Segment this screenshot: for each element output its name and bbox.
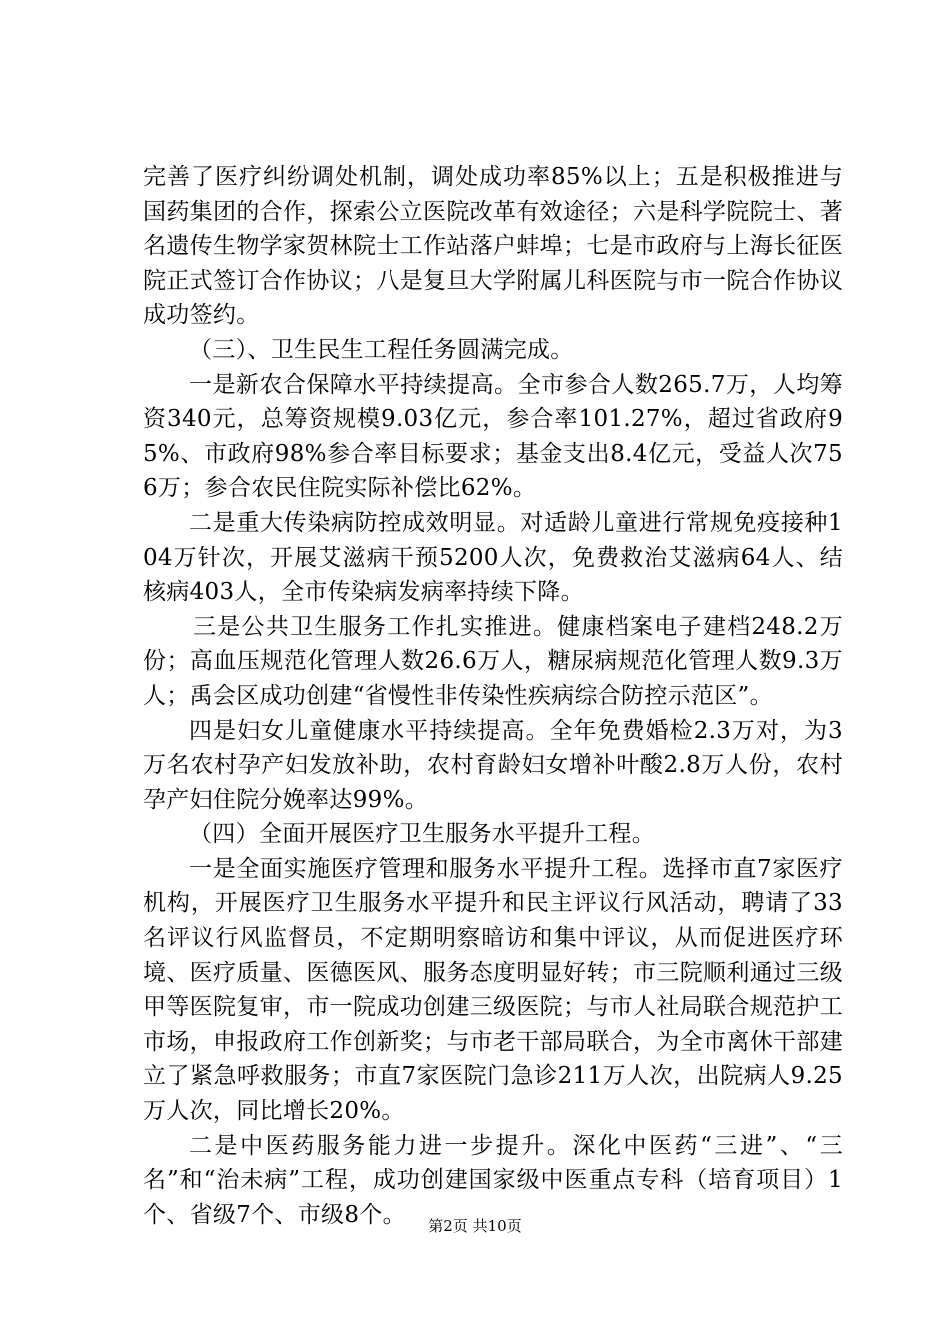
paragraph-4: 二是重大传染病防控成效明显。对适龄儿童进行常规免疫接种104万针次，开展艾滋病干预5200人次，免费救治艾滋病64人、结核病403人，全市传染病发病率持续下降。 (143, 509, 843, 606)
paragraph-5: 三是公共卫生服务工作扎实推进。健康档案电子建档248.2万份；高血压规范化管理人数26.6万人，糖尿病规范化管理人数9.3万人；禹会区成功创建“省慢性非传染性疾病综合防控示范区”。 (143, 613, 843, 709)
document-body (143, 160, 843, 1232)
page-number-footer: 第2页 共10页 (428, 1217, 522, 1235)
paragraph-7: （四）全面开展医疗卫生服务水平提升工程。 (189, 821, 655, 848)
paragraph-2: （三）、卫生民生工程任务圆满完成。 (189, 336, 574, 363)
paragraph-3: 一是新农合保障水平持续提高。全市参合人数265.7万，人均筹资340元，总筹资规模9.03亿元，参合率101.27%，超过省政府95%、市政府98%参合率目标要求；基金支出8.4亿元，受益人次756万；参合农民住院实际补偿比62%。 (143, 371, 843, 502)
paragraph-8: 一是全面实施医疗管理和服务水平提升工程。选择市直7家医疗机构，开展医疗卫生服务水平提升和民主评议行风活动，聘请了33名评议行风监督员，不定期明察暗访和集中评议，从而促进医疗环境、医疗质量、医德医风、服务态度明显好转；市三院顺利通过三级甲等医院复审，市一院成功创建三级医院；与市人社局联合规范护工市场，申报政府工作创新奖；与市老干部局联合，为全市离休干部建立了紧急呼救服务；市直7家医院门急诊211万人次，出院病人9.25万人次，同比增长20%。 (143, 855, 843, 1125)
paragraph-9: 二是中医药服务能力进一步提升。深化中医药“三进”、“三名”和“治未病”工程，成功创建国家级中医重点专科（培育项目）1个、省级7个、市级8个。 (143, 1132, 843, 1228)
paragraph-6: 四是妇女儿童健康水平持续提高。全年免费婚检2.3万对，为3万名农村孕产妇发放补助，农村育龄妇女增补叶酸2.8万人份，农村孕产妇住院分娩率达99%。 (143, 717, 843, 813)
paragraph-1: 完善了医疗纠纷调处机制，调处成功率85%以上；五是积极推进与国药集团的合作，探索公立医院改革有效途径；六是科学院院士、著名遗传生物学家贺林院士工作站落户蚌埠；七是市政府与上海长征医院正式签订合作协议；八是复旦大学附属儿科医院与市一院合作协议成功签约。 (143, 164, 843, 329)
